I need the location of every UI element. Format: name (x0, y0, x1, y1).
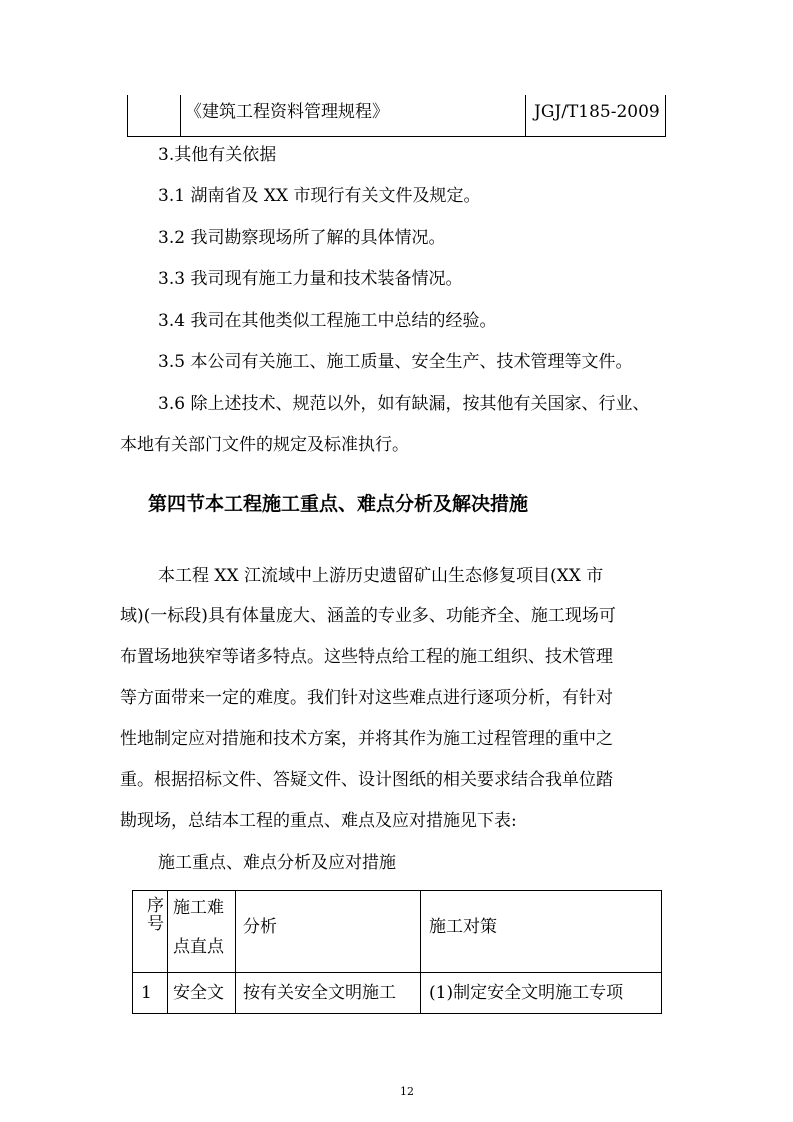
header-point-line1: 施工难 (173, 898, 224, 918)
header-point-line2: 点直点 (173, 937, 224, 957)
table-cell-code: JGJ/T185-2009 (534, 102, 660, 122)
header-seq-top: 序 (147, 896, 164, 916)
cell-point: 安全文 (173, 983, 224, 1003)
cell-seq: 1 (141, 983, 152, 1003)
table-cell-name: 《建筑工程资料管理规程》 (185, 102, 389, 122)
list-item: 3.4 我司在其他类似工程施工中总结的经验。 (158, 311, 497, 331)
table-caption: 施工重点、难点分析及应对措施 (158, 853, 396, 873)
paragraph-line: 本工程 XX 江流域中上游历史遗留矿山生态修复项目(XX 市 (158, 566, 604, 586)
measures-table (132, 890, 662, 1014)
cell-measure: (1)制定安全文明施工专项 (429, 983, 624, 1003)
paragraph-line: 重。根据招标文件、答疑文件、设计图纸的相关要求结合我单位踏 (120, 770, 613, 790)
cell-analysis: 按有关安全文明施工 (243, 983, 396, 1003)
header-seq-bottom: 号 (147, 914, 164, 934)
section-heading: 第四节本工程施工重点、难点分析及解决措施 (148, 493, 529, 515)
paragraph-line: 等方面带来一定的难度。我们针对这些难点进行逐项分析，有针对 (120, 688, 613, 708)
top-table (127, 95, 666, 137)
header-measure: 施工对策 (429, 917, 497, 937)
list-item: 3.5 本公司有关施工、施工质量、安全生产、技术管理等文件。 (158, 352, 633, 372)
list-item-continuation: 本地有关部门文件的规定及标准执行。 (120, 435, 409, 455)
list-item: 3.3 我司现有施工力量和技术装备情况。 (158, 269, 463, 289)
list-item: 3.2 我司勘察现场所了解的具体情况。 (158, 228, 446, 248)
page-number: 12 (400, 1085, 414, 1098)
paragraph-line: 勘现场，总结本工程的重点、难点及应对措施见下表: (120, 811, 517, 831)
list-item: 3.1 湖南省及 XX 市现行有关文件及规定。 (158, 186, 481, 206)
paragraph-line: 性地制定应对措施和技术方案，并将其作为施工过程管理的重中之 (120, 729, 613, 749)
header-analysis: 分析 (243, 917, 277, 937)
section-title: 3.其他有关依据 (158, 145, 277, 165)
list-item: 3.6 除上述技术、规范以外，如有缺漏，按其他有关国家、行业、 (158, 394, 650, 414)
paragraph-line: 域)(一标段)具有体量庞大、涵盖的专业多、功能齐全、施工现场可 (120, 606, 616, 626)
paragraph-line: 布置场地狭窄等诸多特点。这些特点给工程的施工组织、技术管理 (120, 647, 613, 667)
